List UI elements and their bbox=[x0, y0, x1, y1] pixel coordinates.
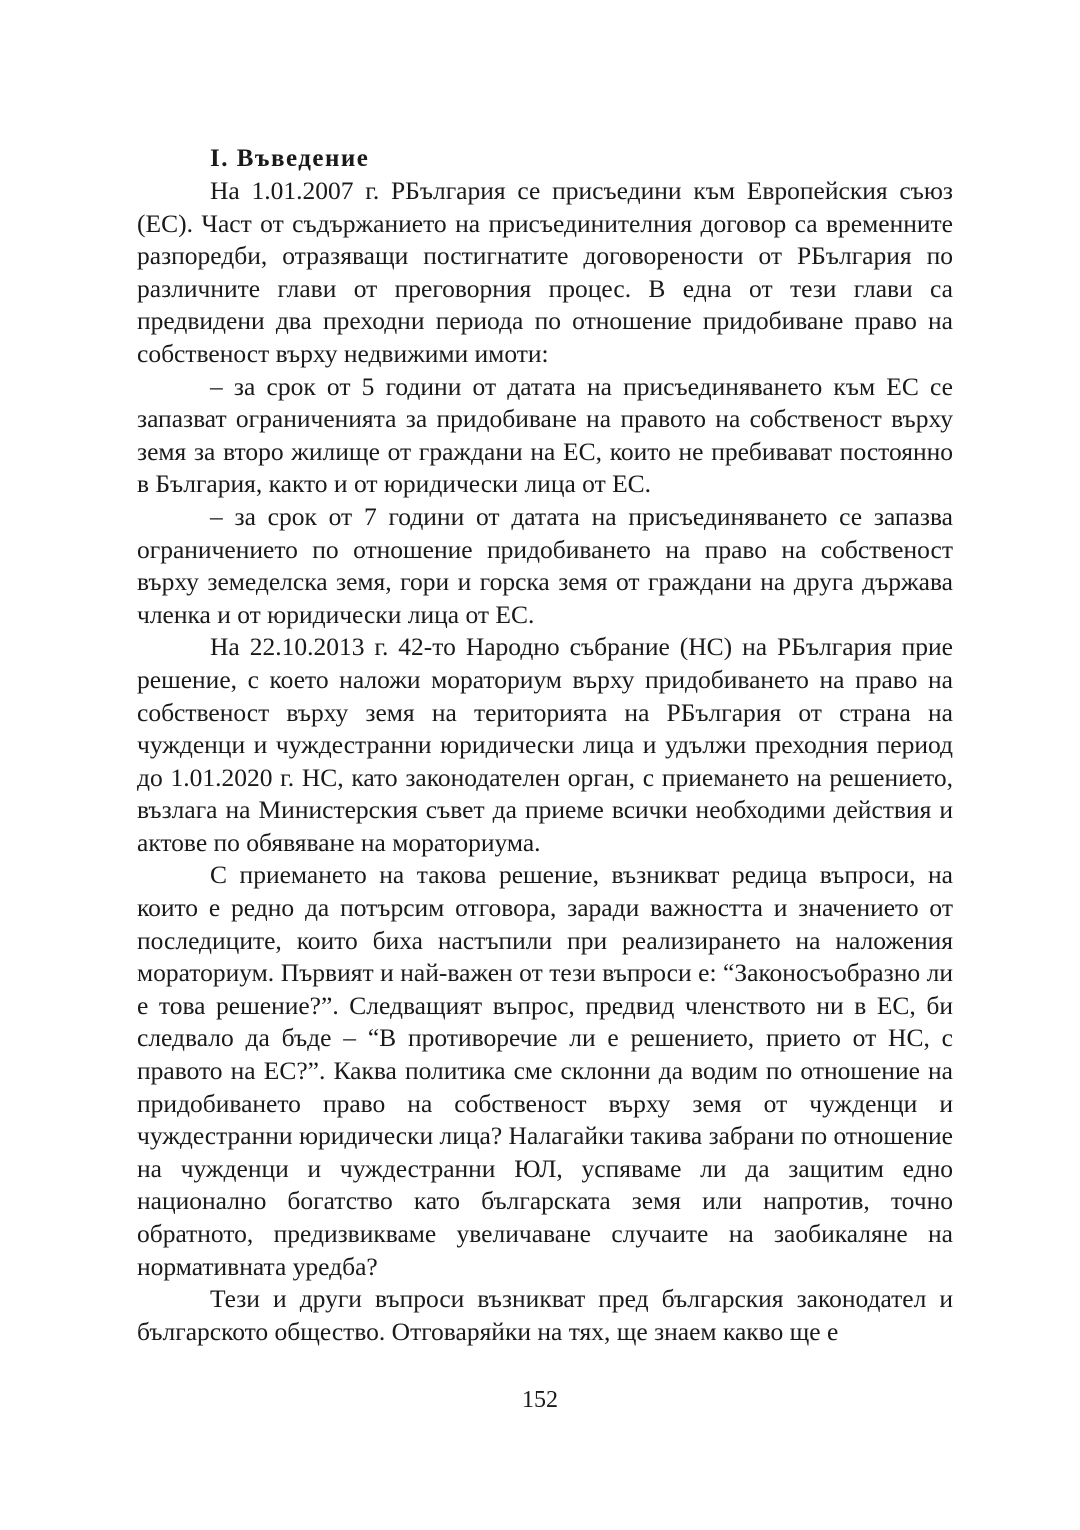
paragraph-moratorium: На 22.10.2013 г. 42-то Народно събрание (НС) на РБългария прие решение, с което наложи мораториум върху придобиването на право на собственост върху земя на територията на РБългария от страна на чужденци и чуждестранни юридически лица и удължи преходния период до 1.01.2020 г. НС, като законодателен орган, с приемането на решението, възлага на Министерския съвет да приеме всички необходими действия и актове по обявяване на мораториума. bbox=[137, 632, 953, 857]
paragraph-closing: Тези и други въпроси възникват пред българския законодател и българското общество. Отговаряйки на тях, ще знаем какво ще е bbox=[137, 1284, 953, 1346]
paragraph-questions: С приемането на такова решение, възникват редица въпроси, на които е редно да потърсим отговора, заради важността и значението от последиците, които биха настъпили при реализирането на наложения мораториум. Първият и най-важен от тези въпроси е: “Законосъобразно ли е това решение?”. Следващият въпрос, предвид членството ни в ЕС, би следвало да бъде – “В противоречие ли е решението, прието от НС, с правото на ЕС?”. Каква политика сме склонни да водим по отношение на придобиването право на собственост върху земя от чужденци и чуждестранни юридически лица? Налагайки такива забрани по отношение на чужденци и чуждестранни ЮЛ, успяваме ли да защитим едно национално богатство като българската земя или напротив, точно обратното, предизвикваме увеличаване случаите на заобикаляне на нормативната уредба? bbox=[137, 860, 953, 1281]
paragraph-intro: На 1.01.2007 г. РБългария се присъедини към Европейския съюз (ЕС). Част от съдържанието на присъединителния договор са временните разпоредби, отразяващи постигнатите договорености от РБългария по различните глави от преговорния процес. В една от тези глави са предвидени два преходни периода по отношение придобиване право на собственост върху недвижими имоти: bbox=[137, 176, 953, 368]
document-page bbox=[137, 143, 953, 1348]
paragraph-dash-7-years: – за срок от 7 години от датата на присъединяването се запазва ограничението по отношение придобиването на право на собственост върху земеделска земя, гори и горска земя от граждани на друга държава членка и от юридически лица от ЕС. bbox=[137, 501, 953, 629]
paragraph-dash-5-years: – за срок от 5 години от датата на присъединяването към ЕС се запазват ограниченията за придобиване на правото на собственост върху земя за второ жилище от граждани на ЕС, които не пребивават постоянно в България, както и от юридически лица от ЕС. bbox=[137, 371, 953, 499]
section-heading: I. Въведение bbox=[210, 145, 370, 172]
page-number: 152 bbox=[522, 1387, 558, 1413]
